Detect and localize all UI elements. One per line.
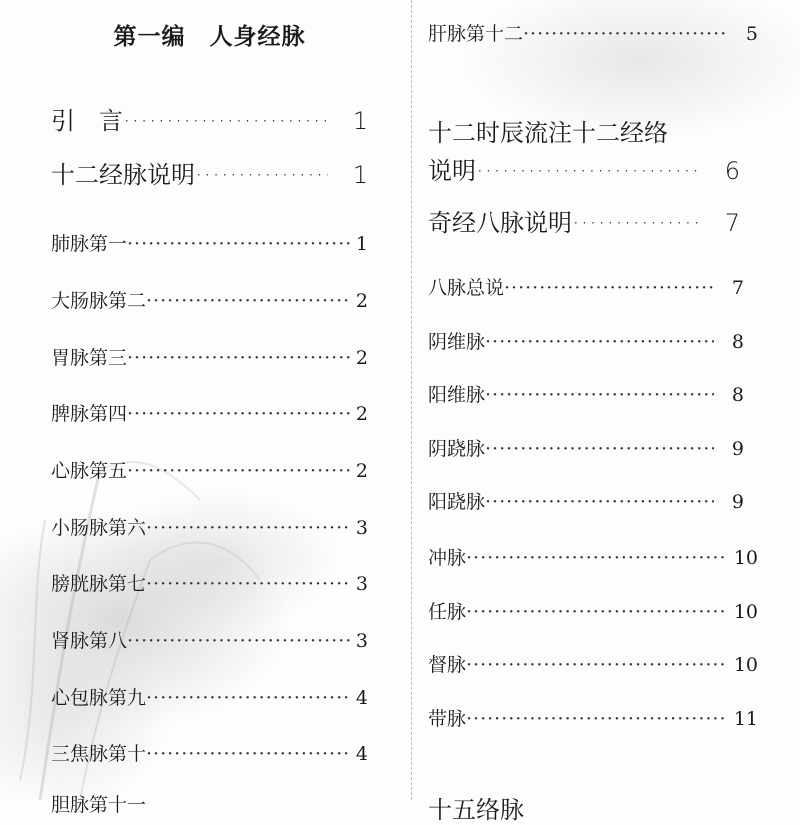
toc-entry-label: 肝脉第十二 xyxy=(428,23,524,45)
toc-entry[interactable] xyxy=(51,286,368,313)
toc-entry-label: 冲脉 xyxy=(428,547,467,569)
dot-leader xyxy=(146,687,352,709)
toc-entry-page: 10 xyxy=(733,654,758,676)
toc-entry[interactable] xyxy=(428,380,744,407)
toc-entry-label: 引 言 xyxy=(51,107,123,135)
toc-entry-label: 带脉 xyxy=(428,708,467,730)
toc-entry-label: 心脉第五 xyxy=(51,460,128,482)
toc-entry-page: 2 xyxy=(355,403,368,425)
toc-entry-page: 6 xyxy=(724,157,740,185)
toc-entry[interactable] xyxy=(428,19,758,46)
dot-leader xyxy=(485,438,714,460)
dot-leader xyxy=(523,23,728,45)
dot-leader xyxy=(466,547,728,569)
toc-entry-page: 2 xyxy=(355,290,368,312)
toc-entry-label: 胃脉第三 xyxy=(51,347,128,369)
toc-entry-page: 8 xyxy=(731,384,744,406)
column-divider xyxy=(411,0,412,800)
toc-entry-page: 5 xyxy=(745,23,758,45)
dot-leader xyxy=(127,347,352,369)
toc-entry-page: 4 xyxy=(355,687,368,709)
toc-entry-label: 十二经脉说明 xyxy=(51,161,195,189)
toc-entry-page: 4 xyxy=(355,743,368,765)
toc-entry[interactable] xyxy=(428,203,740,238)
toc-entry-page: 3 xyxy=(355,630,368,652)
dot-leader xyxy=(146,743,352,765)
dot-leader xyxy=(466,708,728,730)
toc-entry-label: 奇经八脉说明 xyxy=(428,209,572,237)
dot-leader xyxy=(476,157,700,185)
toc-entry[interactable] xyxy=(51,683,368,710)
dot-leader xyxy=(485,384,714,406)
toc-entry[interactable] xyxy=(51,155,368,190)
toc-entry-label: 督脉 xyxy=(428,654,467,676)
toc-entry-page: 1 xyxy=(352,161,368,189)
toc-entry-page: 9 xyxy=(731,491,744,513)
toc-entry-page: 9 xyxy=(731,438,744,460)
toc-entry-label: 心包脉第九 xyxy=(51,687,147,709)
dot-leader xyxy=(146,290,352,312)
dot-leader xyxy=(466,601,728,623)
dot-leader xyxy=(504,277,714,299)
toc-entry-label: 阳跷脉 xyxy=(428,491,486,513)
toc-entry-cut-off[interactable]: 十五络脉 xyxy=(428,796,524,824)
dot-leader xyxy=(466,654,728,676)
toc-entry-label: 肺脉第一 xyxy=(51,233,128,255)
dot-leader xyxy=(485,491,714,513)
toc-entry-page: 1 xyxy=(352,107,368,135)
toc-entry[interactable] xyxy=(51,513,368,540)
toc-entry[interactable] xyxy=(51,343,368,370)
toc-entry[interactable] xyxy=(428,327,744,354)
toc-entry[interactable] xyxy=(428,704,758,731)
toc-entry-page: 1 xyxy=(355,233,368,255)
toc-entry[interactable] xyxy=(51,101,368,136)
toc-entry[interactable] xyxy=(428,273,744,300)
toc-entry-page: 8 xyxy=(731,331,744,353)
dot-leader xyxy=(146,517,352,539)
toc-entry-page: 11 xyxy=(733,708,758,730)
toc-entry[interactable] xyxy=(51,626,368,653)
toc-entry-page: 3 xyxy=(355,517,368,539)
toc-entry-label: 膀胱脉第七 xyxy=(51,573,147,595)
dot-leader xyxy=(195,161,328,189)
toc-entry-cut-off[interactable]: 胆脉第十一 xyxy=(51,794,147,816)
toc-entry[interactable] xyxy=(428,543,758,570)
toc-entry-label: 脾脉第四 xyxy=(51,403,128,425)
toc-entry-label: 任脉 xyxy=(428,601,467,623)
toc-entry[interactable] xyxy=(51,399,368,426)
toc-entry-label: 肾脉第八 xyxy=(51,630,128,652)
toc-entry[interactable] xyxy=(51,229,368,256)
dot-leader xyxy=(127,630,352,652)
toc-entry-page: 10 xyxy=(733,547,758,569)
dot-leader xyxy=(123,107,328,135)
toc-entry[interactable] xyxy=(428,650,758,677)
toc-entry-page: 7 xyxy=(731,277,744,299)
toc-entry[interactable] xyxy=(428,487,744,514)
toc-entry-label: 阴跷脉 xyxy=(428,438,486,460)
toc-entry-page: 2 xyxy=(355,347,368,369)
dot-leader xyxy=(572,209,700,237)
toc-heading-line1[interactable]: 十二时辰流注十二经络 xyxy=(428,119,668,147)
toc-entry[interactable] xyxy=(51,456,368,483)
toc-entry[interactable] xyxy=(428,434,744,461)
toc-entry-label: 小肠脉第六 xyxy=(51,517,147,539)
toc-entry-page: 2 xyxy=(355,460,368,482)
toc-entry[interactable] xyxy=(428,151,740,186)
toc-entry-page: 7 xyxy=(724,209,740,237)
dot-leader xyxy=(127,233,352,255)
dot-leader xyxy=(127,403,352,425)
toc-entry-label: 阳维脉 xyxy=(428,384,486,406)
toc-entry[interactable] xyxy=(428,597,758,624)
toc-entry-label: 大肠脉第二 xyxy=(51,290,147,312)
dot-leader xyxy=(146,573,352,595)
toc-entry-label: 说明 xyxy=(428,157,476,185)
toc-entry[interactable] xyxy=(51,739,368,766)
toc-entry[interactable] xyxy=(51,569,368,596)
dot-leader xyxy=(127,460,352,482)
toc-entry-label: 八脉总说 xyxy=(428,277,505,299)
toc-entry-label: 阴维脉 xyxy=(428,331,486,353)
toc-entry-page: 3 xyxy=(355,573,368,595)
dot-leader xyxy=(485,331,714,353)
section-title: 第一编 人身经脉 xyxy=(113,23,306,50)
toc-entry-page: 10 xyxy=(733,601,758,623)
toc-entry-label: 三焦脉第十 xyxy=(51,743,147,765)
